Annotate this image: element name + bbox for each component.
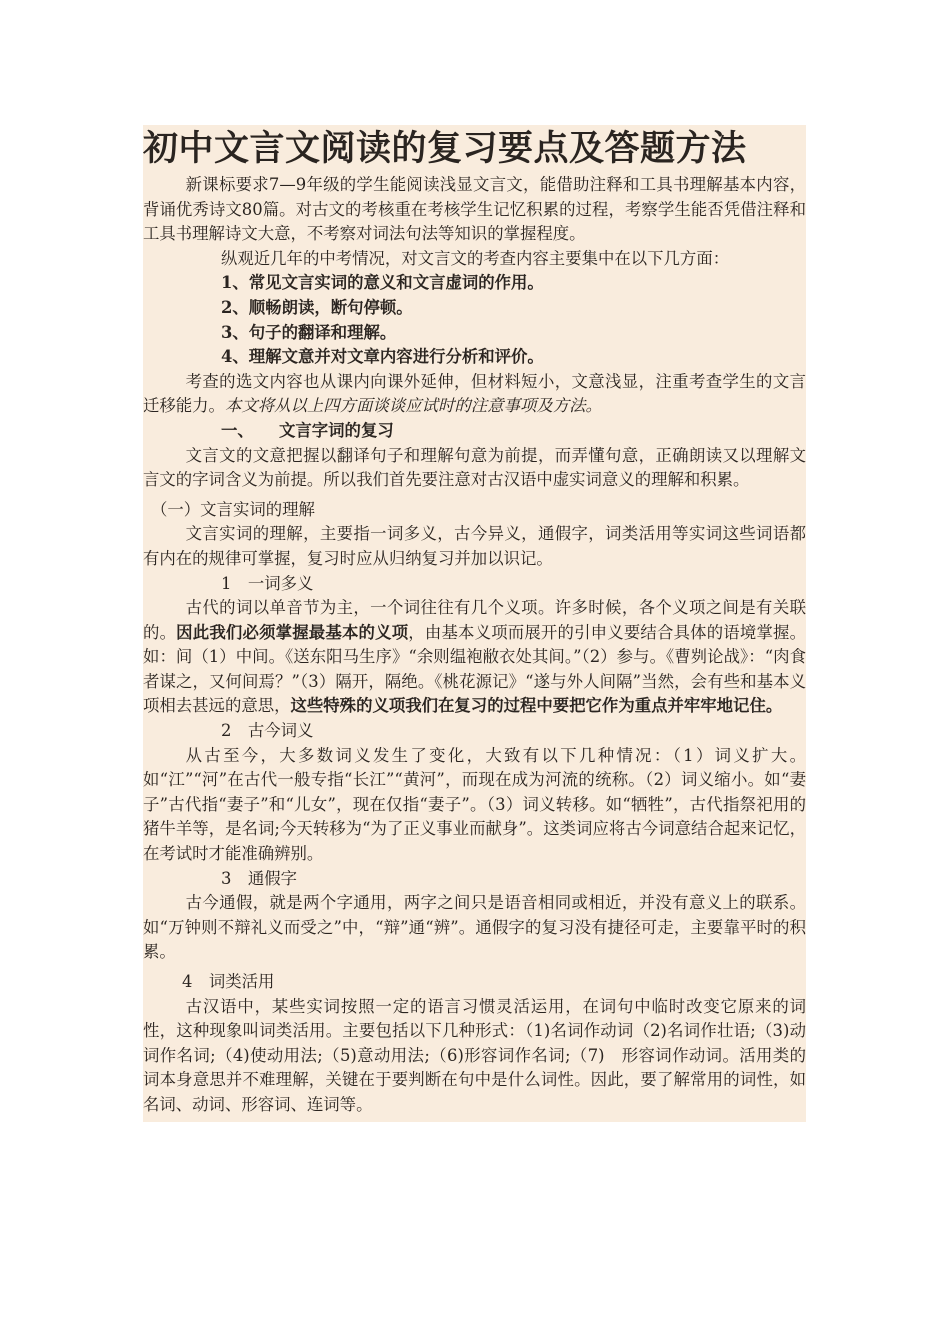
overview-paragraph: 纵观近几年的中考情况，对文言文的考查内容主要集中在以下几方面： [221,248,730,268]
section-1-number: 一、 [221,420,254,440]
document-page [143,125,806,1122]
item-2-heading: 2 古今词义 [221,721,314,741]
item-3-paragraph: 古今通假，就是两个字通用，两字之间只是语音相同或相近，并没有意义上的联系。如“万钟则不辩礼义而受之”中，“辩”通“辨”。通假字的复习没有捷径可走，主要靠平时的积累。 [143,893,806,962]
intro-paragraph: 新课标要求7—9年级的学生能阅读浅显文言文，能借助注释和工具书理解基本内容，背诵优秀诗文80篇。对古文的考核重在考核学生记忆积累的过程，考察学生能否凭借注释和工具书理解诗文大意，不考察对词法句法等知识的掌握程度。 [143,175,806,244]
doc-title: 初中文言文阅读的复习要点及答题方法 [143,128,747,169]
point-1: 1、常见文言实词的意义和文言虚词的作用。 [221,273,544,293]
point-4: 4、理解文意并对文章内容进行分析和评价。 [221,347,544,367]
point-2: 2、顺畅朗读，断句停顿。 [221,297,413,317]
item-1-text-a: 古代的词以单音节为主，一个词往往有几个义项。许多时候，各个义项之间是有关联的。 [143,598,806,642]
section-1-heading [143,419,806,444]
item-3-heading: 3 通假字 [221,868,297,888]
item-1-bold-a: 因此我们必须掌握最基本的义项 [176,622,409,642]
subsection-1-heading: （一）文言实词的理解 [151,499,315,519]
scope-text: 考查的选文内容也从课内向课外延伸，但材料短小，文意浅显，注重考查学生的文言迁移能力。 [143,371,806,416]
item-4-paragraph: 古汉语中，某些实词按照一定的语言习惯灵活运用，在词句中临时改变它原来的词性，这种现象叫词类活用。主要包括以下几种形式：（1)名词作动词（2)名词作壮语;（3)动词作名词;（4)使动用法;（5)意动用法;（6)形容词作名词;（7) 形容词作动词。活用类的词本身意思并不难理解，关键在于要判断在句中是什么词性。因此，要了解常用的词性，如名词、动词、形容词、连词等。 [143,996,806,1114]
section-1-title: 文言字词的复习 [279,420,394,440]
point-3: 3、句子的翻译和理解。 [221,322,397,342]
item-4-heading: 4 词类活用 [182,972,275,991]
section-1-paragraph: 文言文的文意把握以翻译句子和理解句意为前提，而弄懂句意，正确朗读又以理解文言文的字词含义为前提。所以我们首先要注意对古汉语中虚实词意义的理解和积累。 [143,445,806,490]
item-2-paragraph: 从古至今，大多数词义发生了变化，大致有以下几种情况：（1）词义扩大。如“江”“河”在古代一般专指“长江”“黄河”，而现在成为河流的统称。（2）词义缩小。如“妻子”古代指“妻子”和“儿女”，现在仅指“妻子”。（3）词义转移。如“牺牲”，古代指祭祀用的猪牛羊等，是名词;今天转移为“为了正义事业而献身”。这类词应将古今词意结合起来记忆，在考试时才能准确辨别。 [143,745,806,864]
scope-paragraph [143,370,806,419]
item-1-heading: 1 一词多义 [221,573,314,593]
item-1-bold-d: 这些特殊的义项我们在复习的过程中要把它作为重点并牢牢地记住。 [290,696,783,716]
item-1-text-c: ，由基本义项而展开的引申义要结合具体的语境掌握。如：间（1）中间。《送东阳马生序》“余则缊袍敝衣处其间。”（2）参与。《曹刿论战》：“肉食者谋之，又何间焉？”（3）隔开，隔绝。《桃花源记》“遂与外人间隔”当然，会有些和基本义项相去甚远的意思， [143,622,807,716]
subsection-1-paragraph: 文言实词的理解，主要指一词多义，古今异义，通假字，词类活用等实词这些词语都有内在的规律可掌握，复习时应从归纳复习并加以识记。 [143,524,806,568]
scope-italic-text: 本文将从以上四方面谈谈应试时的注意事项及方法。 [224,396,602,416]
item-1-paragraph [143,596,806,719]
